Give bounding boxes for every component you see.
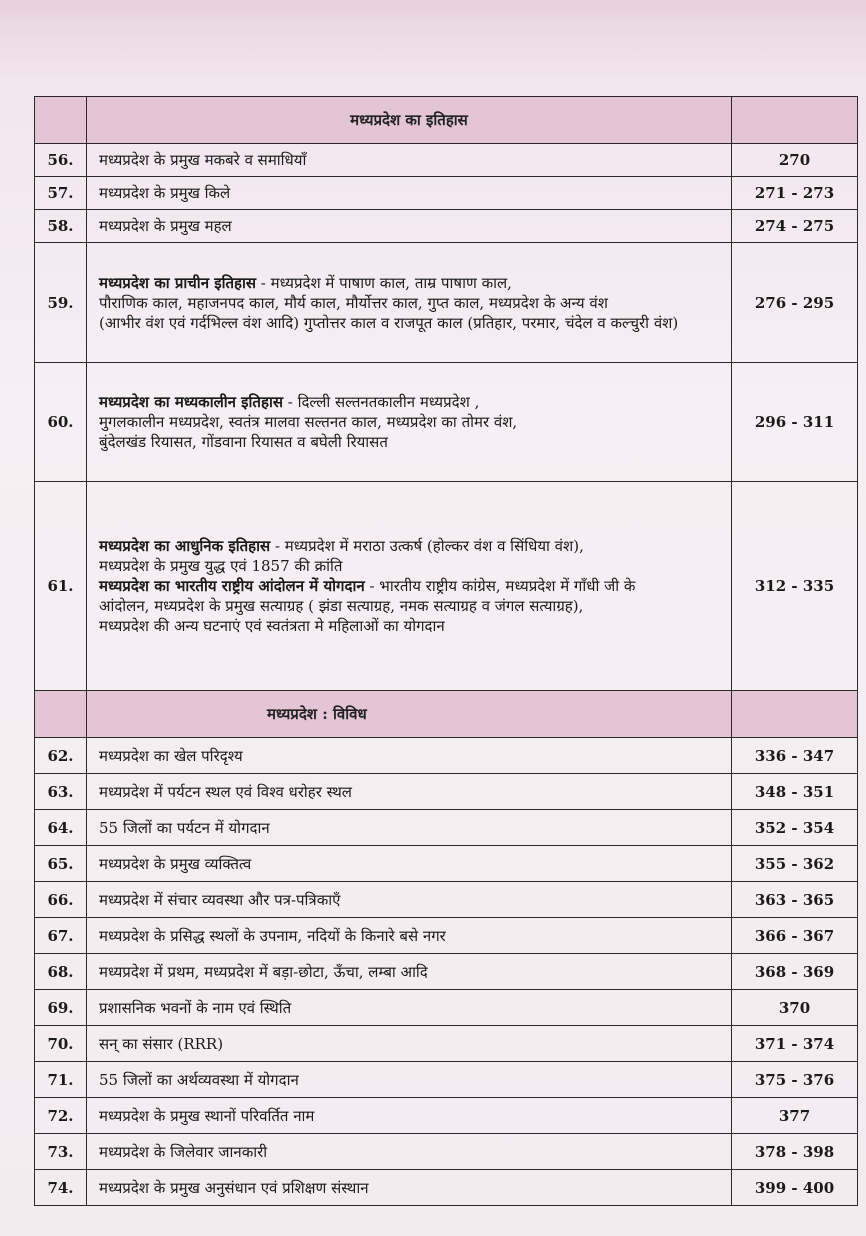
- row-topic: [87, 482, 732, 691]
- row-pages: 336 - 347: [732, 738, 858, 774]
- row-topic: मध्यप्रदेश के प्रमुख स्थानों परिवर्तित नाम: [87, 1098, 732, 1134]
- row-pages: 352 - 354: [732, 810, 858, 846]
- toc-row: [35, 846, 858, 882]
- toc-row: [35, 177, 858, 210]
- row-pages: 270: [732, 144, 858, 177]
- topic-text: - दिल्ली सल्तनतकालीन मध्यप्रदेश ,: [282, 393, 480, 411]
- row-number: 72.: [35, 1098, 87, 1134]
- row-topic: मध्यप्रदेश के प्रमुख महल: [87, 210, 732, 243]
- row-topic: मध्यप्रदेश के प्रसिद्ध स्थलों के उपनाम, नदियों के किनारे बसे नगर: [87, 918, 732, 954]
- row-pages: 375 - 376: [732, 1062, 858, 1098]
- toc-row: [35, 774, 858, 810]
- row-number: 62.: [35, 738, 87, 774]
- toc-row: [35, 482, 858, 691]
- toc-row: [35, 1026, 858, 1062]
- row-number: 73.: [35, 1134, 87, 1170]
- row-topic: मध्यप्रदेश के प्रमुख किले: [87, 177, 732, 210]
- topic-line: [99, 576, 725, 596]
- row-topic: मध्यप्रदेश में प्रथम, मध्यप्रदेश में बड़ा-छोटा, ऊँचा, लम्बा आदि: [87, 954, 732, 990]
- topic-line: मध्यप्रदेश के प्रमुख युद्ध एवं 1857 की क्रांति: [99, 557, 343, 575]
- topic-heading: मध्यप्रदेश का आधुनिक इतिहास: [99, 537, 271, 555]
- toc-row: [35, 210, 858, 243]
- row-pages: 312 - 335: [732, 482, 858, 691]
- topic-text: - भारतीय राष्ट्रीय कांग्रेस, मध्यप्रदेश में गाँधी जी के: [364, 577, 636, 595]
- row-number: 56.: [35, 144, 87, 177]
- toc-row: [35, 1098, 858, 1134]
- row-pages: 296 - 311: [732, 363, 858, 482]
- toc-row: [35, 243, 858, 363]
- topic-line: [99, 392, 725, 412]
- topic-line: बुंदेलखंड रियासत, गोंडवाना रियासत व बघेली रियासत: [99, 433, 388, 451]
- row-pages: 399 - 400: [732, 1170, 858, 1206]
- topic-line: मुगलकालीन मध्यप्रदेश, स्वतंत्र मालवा सल्तनत काल, मध्यप्रदेश का तोमर वंश,: [99, 413, 518, 431]
- row-pages: 371 - 374: [732, 1026, 858, 1062]
- row-number: 68.: [35, 954, 87, 990]
- row-pages: 276 - 295: [732, 243, 858, 363]
- row-topic: मध्यप्रदेश के जिलेवार जानकारी: [87, 1134, 732, 1170]
- row-number: 59.: [35, 243, 87, 363]
- topic-line: [99, 536, 725, 556]
- row-pages: 370: [732, 990, 858, 1026]
- row-number: 65.: [35, 846, 87, 882]
- row-number: 67.: [35, 918, 87, 954]
- row-topic: मध्यप्रदेश में संचार व्यवस्था और पत्र-पत्रिकाएँ: [87, 882, 732, 918]
- row-pages: 355 - 362: [732, 846, 858, 882]
- row-number: 71.: [35, 1062, 87, 1098]
- topic-line: आंदोलन, मध्यप्रदेश के प्रमुख सत्याग्रह ( झंडा सत्याग्रह, नमक सत्याग्रह व जंगल सत्याग्रह),: [99, 597, 584, 615]
- toc-row: [35, 990, 858, 1026]
- row-topic: मध्यप्रदेश के प्रमुख व्यक्तित्व: [87, 846, 732, 882]
- toc-row: [35, 144, 858, 177]
- row-pages: 368 - 369: [732, 954, 858, 990]
- section-title: मध्यप्रदेश का इतिहास: [87, 97, 732, 144]
- topic-line: मध्यप्रदेश की अन्य घटनाएं एवं स्वतंत्रता मे महिलाओं का योगदान: [99, 617, 445, 635]
- topic-line: पौराणिक काल, महाजनपद काल, मौर्य काल, मौर्योत्तर काल, गुप्त काल, मध्यप्रदेश के अन्य वंश: [99, 293, 608, 312]
- row-number: 57.: [35, 177, 87, 210]
- row-number: 61.: [35, 482, 87, 691]
- row-pages: 378 - 398: [732, 1134, 858, 1170]
- section-header-history: [35, 97, 858, 144]
- row-pages: 366 - 367: [732, 918, 858, 954]
- row-number: 58.: [35, 210, 87, 243]
- topic-heading: मध्यप्रदेश का मध्यकालीन इतिहास: [99, 393, 283, 411]
- topic-text: - मध्यप्रदेश में मराठा उत्कर्ष (होल्कर वंश व सिंधिया वंश),: [270, 537, 584, 555]
- toc-row: [35, 363, 858, 482]
- row-number: 66.: [35, 882, 87, 918]
- topic-text: - मध्यप्रदेश में पाषाण काल, ताम्र पाषाण काल,: [256, 273, 512, 292]
- row-topic: [87, 243, 732, 363]
- row-pages: 377: [732, 1098, 858, 1134]
- row-topic: सन् का संसार (RRR): [87, 1026, 732, 1062]
- row-topic: मध्यप्रदेश के प्रमुख मकबरे व समाधियाँ: [87, 144, 732, 177]
- row-number: 63.: [35, 774, 87, 810]
- row-number: 69.: [35, 990, 87, 1026]
- row-number: 60.: [35, 363, 87, 482]
- row-pages: 348 - 351: [732, 774, 858, 810]
- toc-row: [35, 1062, 858, 1098]
- row-number: 64.: [35, 810, 87, 846]
- topic-heading: मध्यप्रदेश का भारतीय राष्ट्रीय आंदोलन में योगदान: [99, 577, 365, 595]
- toc-row: [35, 954, 858, 990]
- toc-row: [35, 1134, 858, 1170]
- row-topic: मध्यप्रदेश के प्रमुख अनुसंधान एवं प्रशिक्षण संस्थान: [87, 1170, 732, 1206]
- row-pages: 274 - 275: [732, 210, 858, 243]
- row-pages: 271 - 273: [732, 177, 858, 210]
- table-of-contents: [34, 96, 858, 1206]
- row-topic: प्रशासनिक भवनों के नाम एवं स्थिति: [87, 990, 732, 1026]
- toc-row: [35, 1170, 858, 1206]
- row-topic: मध्यप्रदेश में पर्यटन स्थल एवं विश्व धरोहर स्थल: [87, 774, 732, 810]
- row-number: 74.: [35, 1170, 87, 1206]
- row-topic: 55 जिलों का पर्यटन में योगदान: [87, 810, 732, 846]
- toc-row: [35, 882, 858, 918]
- topic-heading: मध्यप्रदेश का प्राचीन इतिहास: [99, 273, 257, 292]
- section-header-misc: [35, 691, 858, 738]
- row-topic: मध्यप्रदेश का खेल परिदृश्य: [87, 738, 732, 774]
- topic-line: [99, 273, 725, 293]
- section-title: मध्यप्रदेश : विविध: [87, 691, 732, 738]
- row-topic: [87, 363, 732, 482]
- row-pages: 363 - 365: [732, 882, 858, 918]
- row-topic: 55 जिलों का अर्थव्यवस्था में योगदान: [87, 1062, 732, 1098]
- toc-row: [35, 738, 858, 774]
- row-number: 70.: [35, 1026, 87, 1062]
- toc-row: [35, 810, 858, 846]
- topic-line: (आभीर वंश एवं गर्दभिल्ल वंश आदि) गुप्तोत्तर काल व राजपूत काल (प्रतिहार, परमार, चंदेल व कल्चुरी वंश): [99, 313, 679, 332]
- toc-row: [35, 918, 858, 954]
